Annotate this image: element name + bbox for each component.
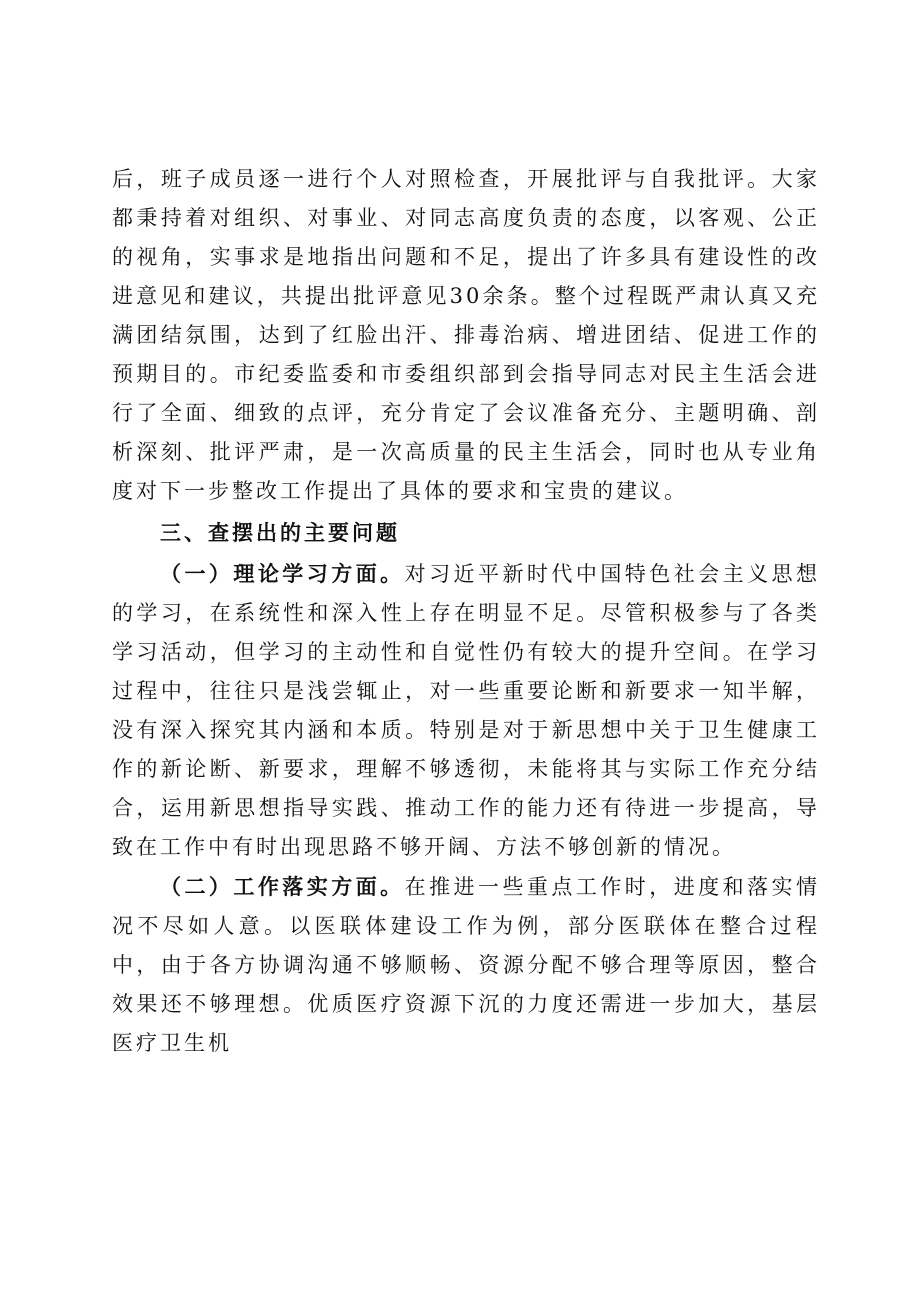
section-heading: 三、查摆出的主要问题 bbox=[160, 520, 400, 545]
subsection-heading: （二）工作落实方面。 bbox=[160, 874, 405, 899]
subsection-theory-study bbox=[112, 554, 820, 867]
continuation-paragraph: 后，班子成员逐一进行个人对照检查，开展批评与自我批评。大家都秉持着对组织、对事业、对同志高度负责的态度，以客观、公正的视角，实事求是地指出问题和不足，提出了许多具有建设性的改进意见和建议，共提出批评意见30余条。整个过程既严肃认真又充满团结氛围，达到了红脸出汗、排毒治病、增进团结、促进工作的预期目的。市纪委监委和市委组织部到会指导同志对民主生活会进行了全面、细致的点评，充分肯定了会议准备充分、主题明确、剖析深刻、批评严肃，是一次高质量的民主生活会，同时也从专业角度对下一步整改工作提出了具体的要求和宝贵的建议。 bbox=[112, 167, 820, 503]
subsection-body: 对习近平新时代中国特色社会主义思想的学习，在系统性和深入性上存在明显不足。尽管积极参与了各类学习活动，但学习的主动性和自觉性仍有较大的提升空间。在学习过程中，往往只是浅尝辄止，对一些重要论断和新要求一知半解，没有深入探究其内涵和本质。特别是对于新思想中关于卫生健康工作的新论断、新要求，理解不够透彻，未能将其与实际工作充分结合，运用新思想指导实践、推动工作的能力还有待进一步提高，导致在工作中有时出现思路不够开阔、方法不够创新的情况。 bbox=[112, 562, 821, 859]
subsection-body: 在推进一些重点工作时，进度和落实情况不尽如人意。以医联体建设工作为例，部分医联体在整合过程中，由于各方协调沟通不够顺畅、资源分配不够合理等原因，整合效果还不够理想。优质医疗资源下沉的力度还需进一步加大，基层医疗卫生机 bbox=[112, 875, 821, 1055]
subsection-heading: （一）理论学习方面。 bbox=[160, 561, 405, 586]
subsection-work-implementation bbox=[112, 867, 820, 1063]
